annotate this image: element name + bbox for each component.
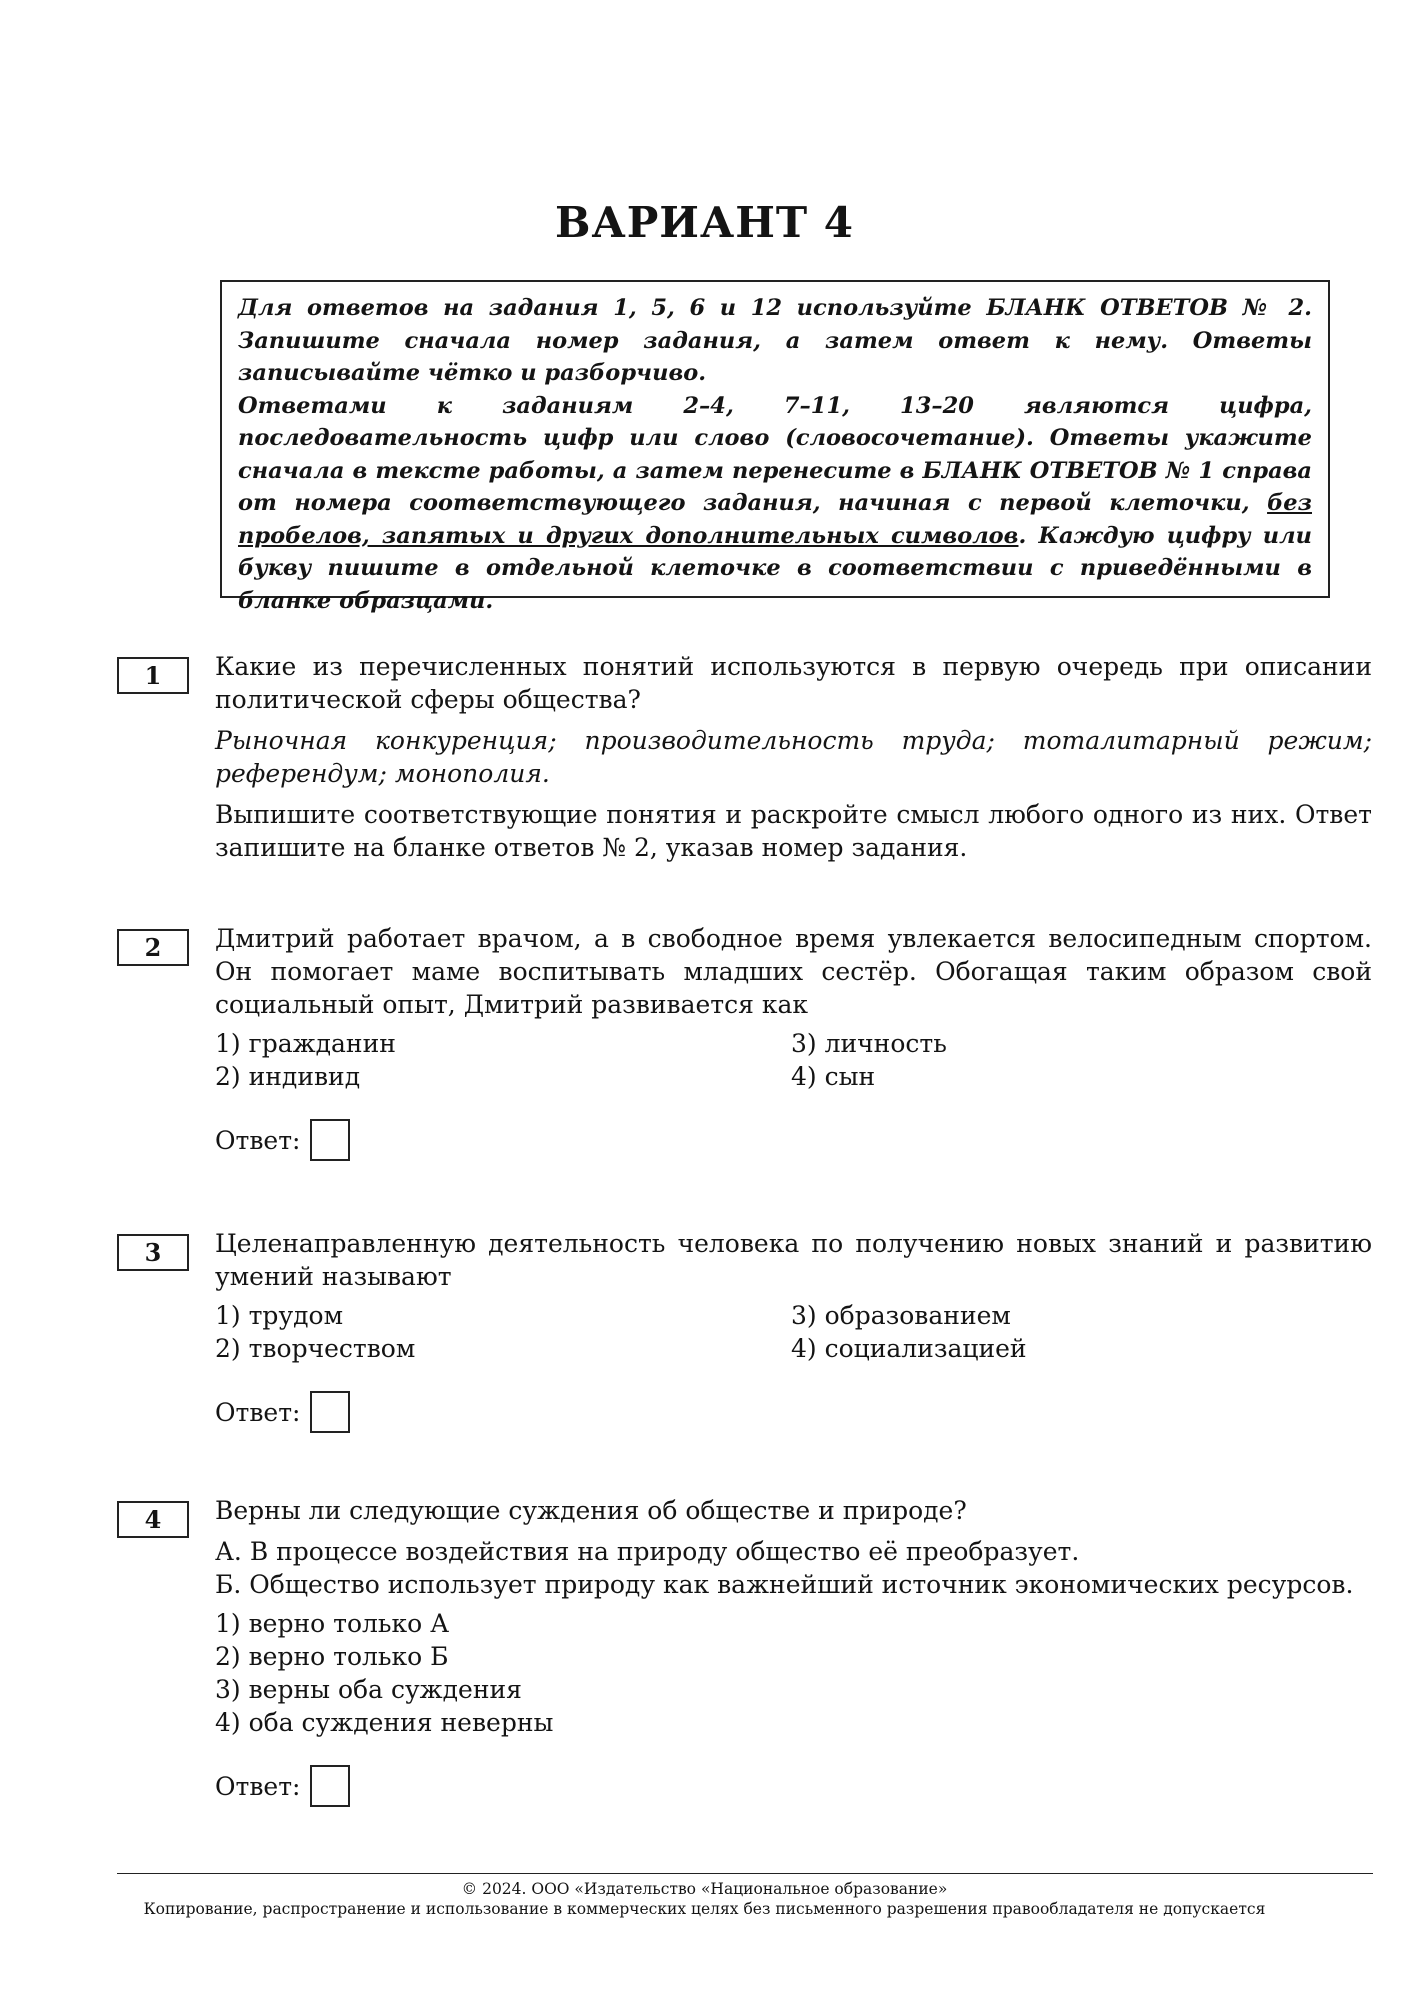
instructions-text-end: . Каждую цифру или букву пишите в отдельной клеточке в соответствии с приведёнными в бланке образцами. bbox=[238, 522, 1312, 614]
task-content bbox=[215, 1227, 1372, 1433]
answer-row bbox=[215, 1391, 1372, 1433]
option-4: 4) сын bbox=[791, 1062, 876, 1091]
option-4: 4) социализацией bbox=[791, 1334, 1027, 1363]
task-question: Целенаправленную деятельность человека по получению новых знаний и развитию умений называют bbox=[215, 1229, 1372, 1291]
answer-label: Ответ: bbox=[215, 1771, 301, 1801]
task-question: Верны ли следующие суждения об обществе и природе? bbox=[215, 1496, 967, 1525]
instructions-box bbox=[220, 280, 1330, 614]
answer-options bbox=[215, 1607, 1372, 1739]
footer-notice: Копирование, распространение и использование в коммерческих целях без письменного разрешения правообладателя не допускается bbox=[143, 1900, 1266, 1918]
task-content bbox=[215, 650, 1372, 864]
instructions-underlined-text: без пробелов, запятых и других дополнительных символов bbox=[238, 490, 1312, 549]
answer-input-box[interactable] bbox=[310, 1391, 350, 1433]
footer-copyright: © 2024. ООО «Издательство «Национальное образование» bbox=[461, 1880, 948, 1898]
task-instruction: Выпишите соответствующие понятия и раскройте смысл любого одного из них. Ответ запишите на бланке ответов № 2, указав номер задания. bbox=[215, 800, 1372, 862]
page-title: ВАРИАНТ 4 bbox=[555, 198, 854, 247]
instructions-paragraph-1: Для ответов на задания 1, 5, 6 и 12 используйте БЛАНК ОТВЕТОВ № 2. Запишите сначала номер задания, а затем ответ к нему. Ответы записывайте чётко и разборчиво. bbox=[238, 295, 1312, 386]
answer-label: Ответ: bbox=[215, 1125, 301, 1155]
answer-options bbox=[215, 1299, 1372, 1365]
option-1: 1) трудом bbox=[215, 1301, 344, 1330]
task-content bbox=[215, 922, 1372, 1161]
answer-options bbox=[215, 1027, 1372, 1093]
answer-input-box[interactable] bbox=[310, 1765, 350, 1807]
answer-row bbox=[215, 1119, 1372, 1161]
task-number-box: 3 bbox=[117, 1234, 189, 1271]
answer-label: Ответ: bbox=[215, 1397, 301, 1427]
task-terms: Рыночная конкуренция; производительность труда; тоталитарный режим; референдум; монополия. bbox=[215, 726, 1372, 788]
task-number-box: 4 bbox=[117, 1501, 189, 1538]
task-number-box: 1 bbox=[117, 657, 189, 694]
answer-row bbox=[215, 1765, 1372, 1807]
option-1: 1) верно только А bbox=[215, 1609, 450, 1638]
task-content bbox=[215, 1494, 1372, 1807]
statement-a: А. В процессе воздействия на природу общество её преобразует. bbox=[215, 1537, 1080, 1566]
option-3: 3) верны оба суждения bbox=[215, 1675, 522, 1704]
option-2: 2) индивид bbox=[215, 1062, 361, 1091]
footer-divider bbox=[117, 1873, 1373, 1874]
option-3: 3) личность bbox=[791, 1029, 947, 1058]
task-question: Дмитрий работает врачом, а в свободное время увлекается велосипедным спортом. Он помогает маме воспитывать младших сестёр. Обогащая таким образом свой социальный опыт, Дмитрий развивается как bbox=[215, 924, 1372, 1019]
option-2: 2) творчеством bbox=[215, 1334, 416, 1363]
answer-input-box[interactable] bbox=[310, 1119, 350, 1161]
instructions-text: Ответами к заданиям 2–4, 7–11, 13–20 являются цифра, последовательность цифр или слово (словосочетание). Ответы укажите сначала в тексте работы, а затем перенесите в БЛАНК ОТВЕТОВ № 1 справа от номера соответствующего задания, начиная с первой клеточки, bbox=[238, 392, 1312, 516]
option-1: 1) гражданин bbox=[215, 1029, 396, 1058]
task-question: Какие из перечисленных понятий используются в первую очередь при описании политической сферы общества? bbox=[215, 652, 1372, 714]
option-2: 2) верно только Б bbox=[215, 1642, 449, 1671]
option-4: 4) оба суждения неверны bbox=[215, 1708, 554, 1737]
option-3: 3) образованием bbox=[791, 1301, 1011, 1330]
instructions-paragraph-2 bbox=[238, 390, 1312, 618]
task-number-box: 2 bbox=[117, 929, 189, 966]
statement-b: Б. Общество использует природу как важнейший источник экономических ресурсов. bbox=[215, 1570, 1354, 1599]
